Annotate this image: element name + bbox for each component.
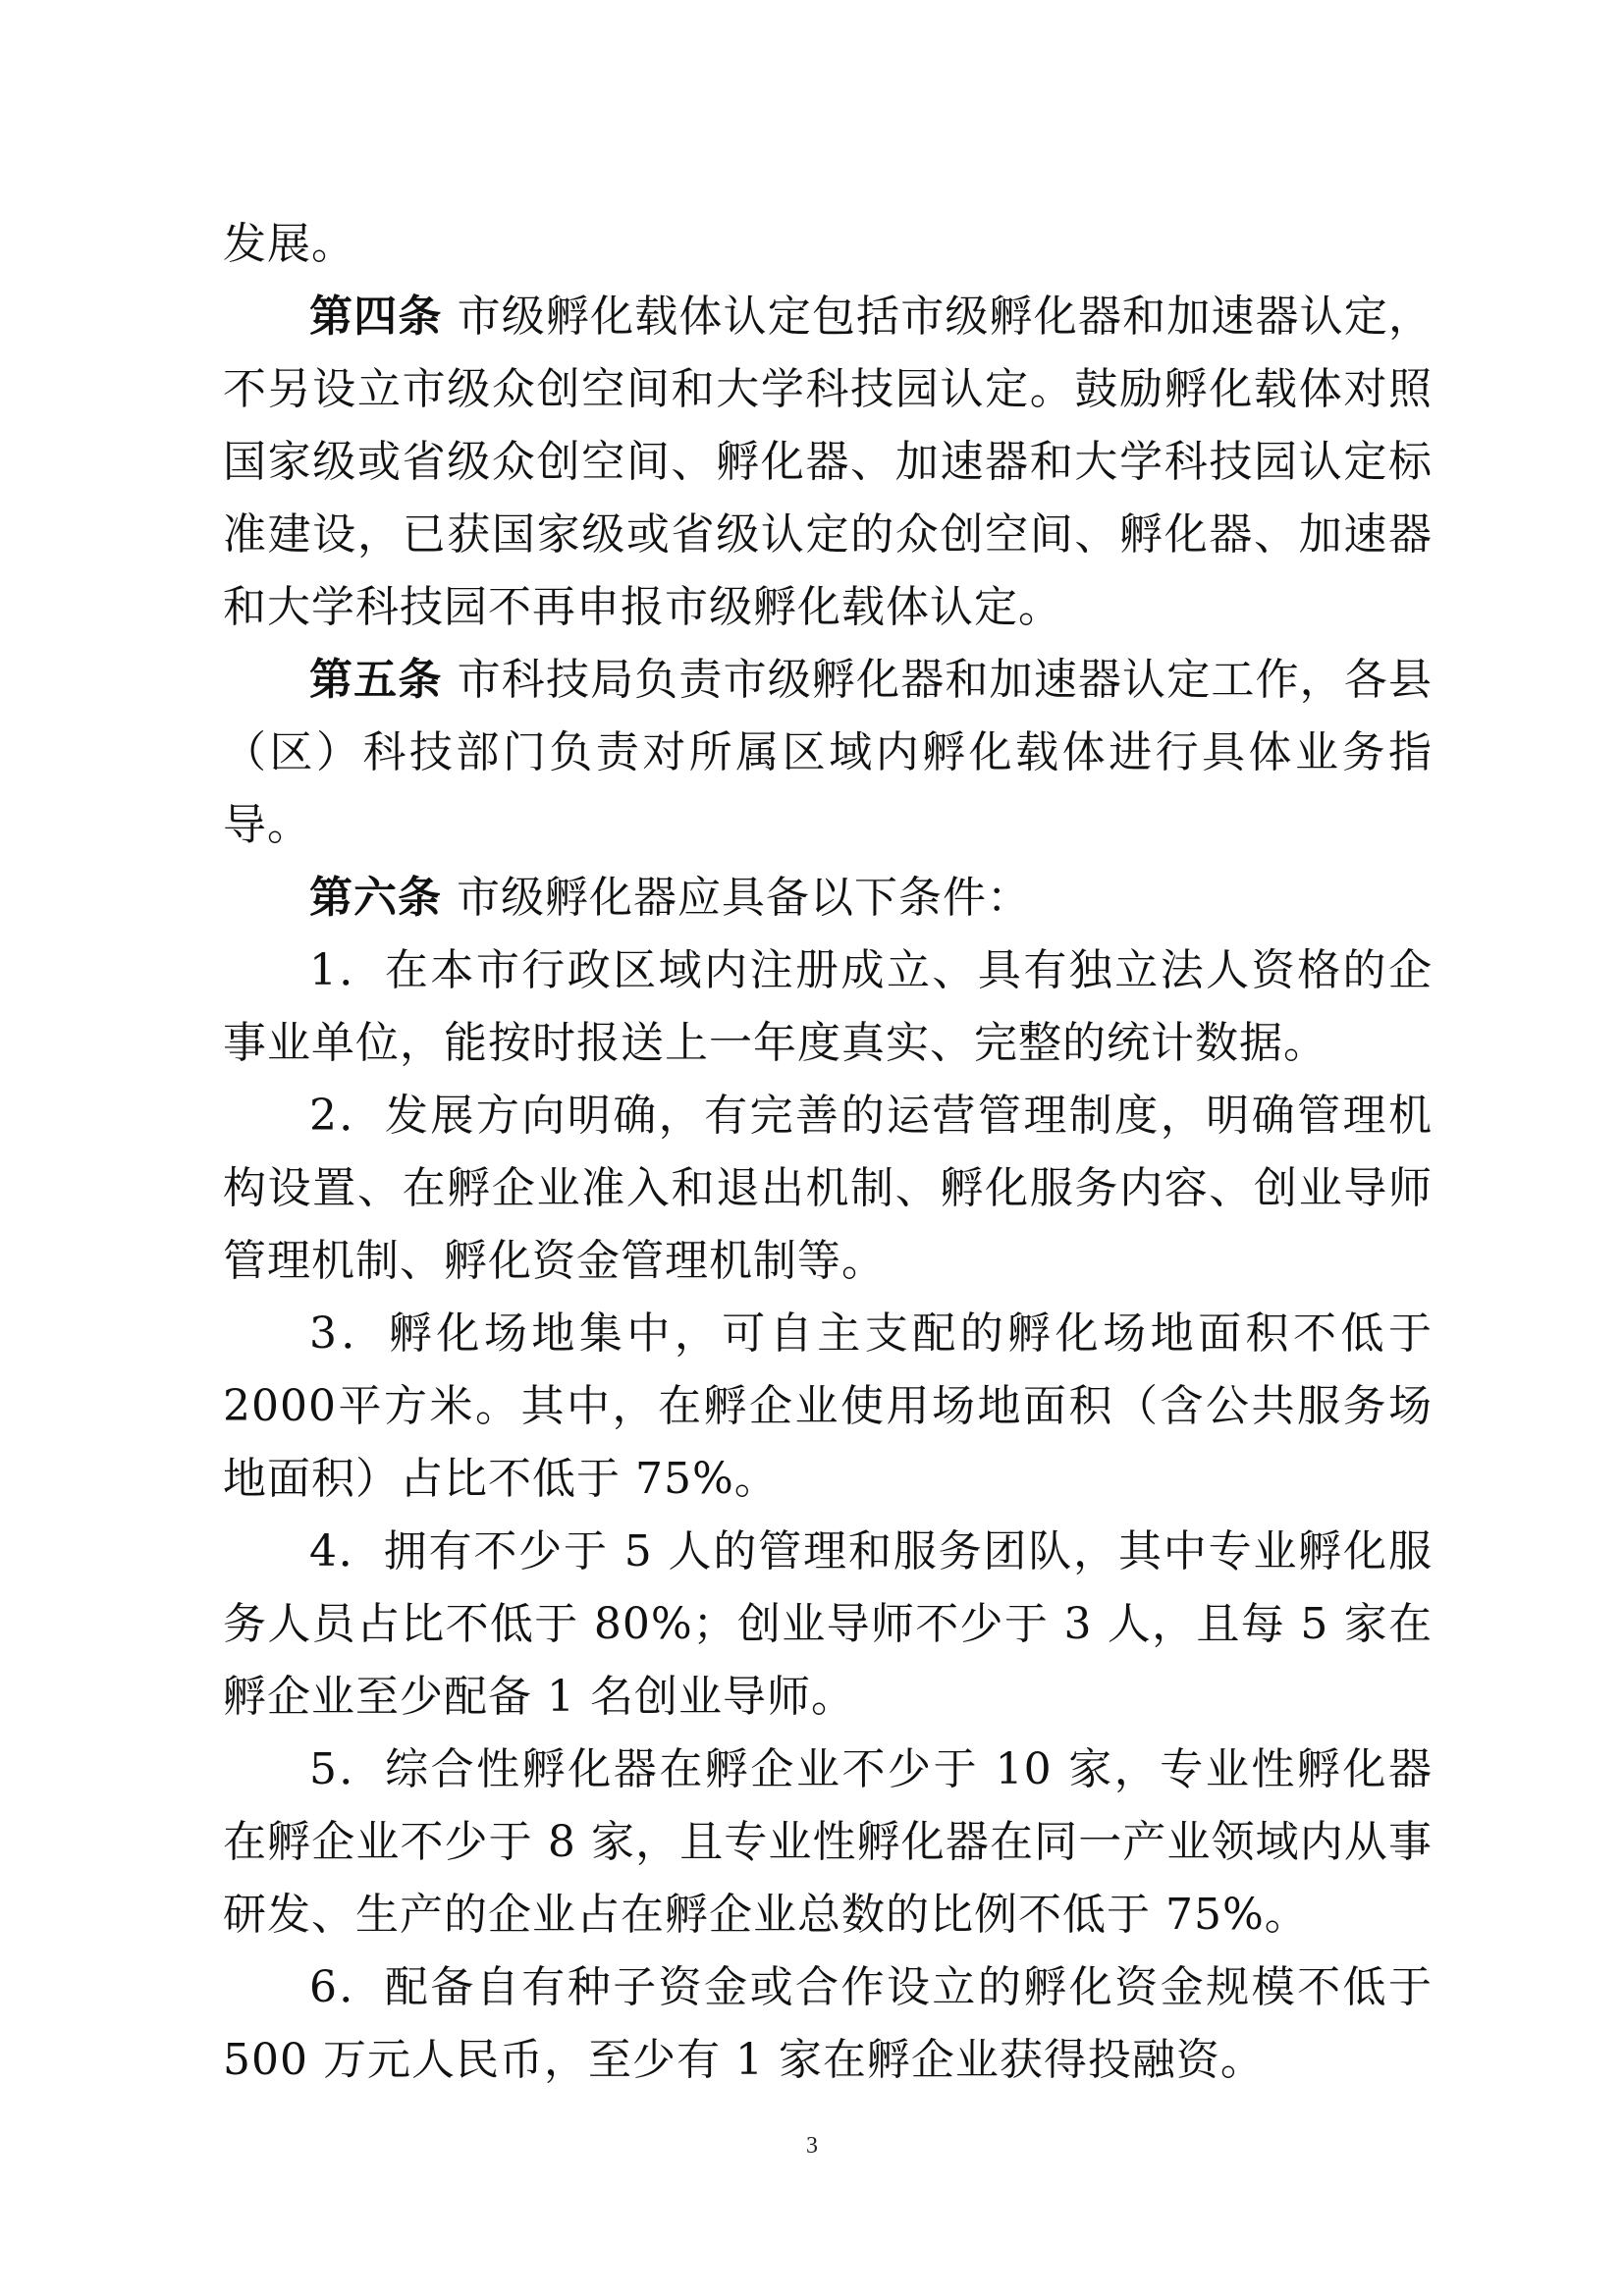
condition-text: 3．孵化场地集中，可自主支配的孵化场地面积不低于 2000平方米。其中，在孵企业使用场地面积（含公共服务场地面积）占比不低于 75%。	[223, 1308, 1433, 1504]
paragraph-continuation	[223, 208, 1433, 281]
article-6-text: 市级孵化器应具备以下条件：	[442, 873, 1031, 923]
condition-text: 4．拥有不少于 5 人的管理和服务团队，其中专业孵化服务人员占比不低于 80%；创业导师不少于 3 人，且每 5 家在孵企业至少配备 1 名创业导师。	[223, 1526, 1433, 1722]
document-page	[223, 208, 1433, 2097]
article-5-heading: 第五条	[309, 655, 443, 705]
condition-2	[223, 1080, 1433, 1298]
condition-text: 2．发展方向明确，有完善的运营管理制度，明确管理机构设置、在孵企业准入和退出机制、孵化服务内容、创业导师管理机制、孵化资金管理机制等。	[223, 1091, 1433, 1286]
condition-6	[223, 1951, 1433, 2097]
article-6-heading: 第六条	[309, 873, 442, 923]
article-6-paragraph	[223, 862, 1433, 934]
condition-1	[223, 934, 1433, 1080]
article-5-text: 市科技局负责市级孵化器和加速器认定工作，各县（区）科技部门负责对所属区域内孵化载体进行具体业务指导。	[223, 655, 1434, 850]
page-number: 3	[806, 2133, 818, 2159]
condition-text: 6．配备自有种子资金或合作设立的孵化资金规模不低于500 万元人民币，至少有 1 家在孵企业获得投融资。	[223, 1962, 1433, 2085]
article-4-heading: 第四条	[309, 292, 443, 342]
article-5-paragraph	[223, 644, 1433, 862]
article-4-text: 市级孵化载体认定包括市级孵化器和加速器认定，不另设立市级众创空间和大学科技园认定。鼓励孵化载体对照国家级或省级众创空间、孵化器、加速器和大学科技园认定标准建设，已获国家级或省级认定的众创空间、孵化器、加速器和大学科技园不再申报市级孵化载体认定。	[223, 292, 1434, 632]
condition-3	[223, 1298, 1433, 1516]
article-4-paragraph	[223, 281, 1433, 644]
condition-text: 5．综合性孵化器在孵企业不少于 10 家，专业性孵化器在孵企业不少于 8 家，且专业性孵化器在同一产业领域内从事研发、生产的企业占在孵企业总数的比例不低于 75%。	[223, 1744, 1433, 1940]
condition-4	[223, 1516, 1433, 1734]
condition-text: 1．在本市行政区域内注册成立、具有独立法人资格的企事业单位，能按时报送上一年度真实、完整的统计数据。	[223, 945, 1433, 1068]
paragraph-text: 发展。	[223, 219, 355, 269]
condition-5	[223, 1734, 1433, 1951]
